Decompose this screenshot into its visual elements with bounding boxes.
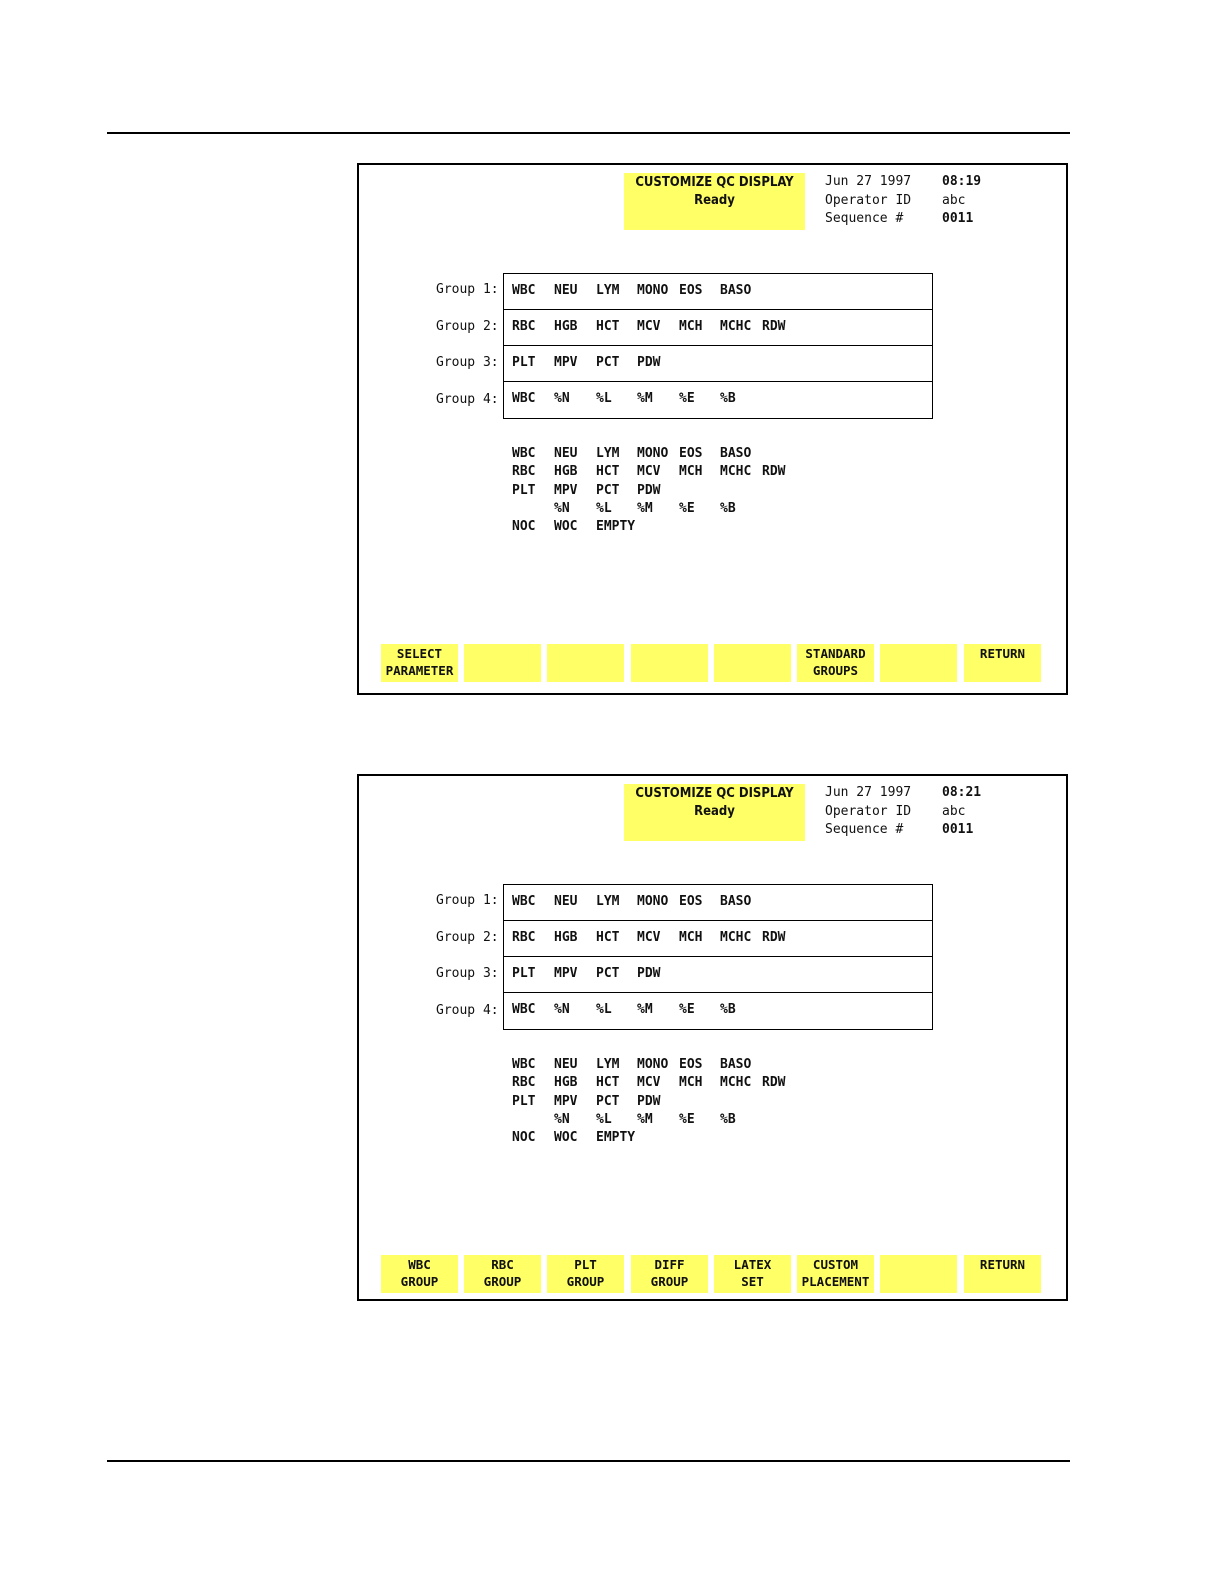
wbc-group-softkey[interactable] bbox=[381, 1255, 458, 1293]
parameter-option[interactable]: %L bbox=[596, 1111, 612, 1127]
parameter-list-row bbox=[512, 1130, 812, 1148]
sequence-value: 0011 bbox=[942, 822, 974, 837]
parameter-option[interactable]: BASO bbox=[720, 1057, 752, 1072]
group-param-cell[interactable]: HGB bbox=[554, 319, 578, 334]
parameter-option[interactable]: MCH bbox=[679, 1075, 703, 1091]
status-text: Ready bbox=[694, 193, 735, 208]
title-panel bbox=[624, 173, 805, 230]
parameter-option[interactable]: %M bbox=[637, 1111, 653, 1127]
parameter-list-row bbox=[512, 483, 812, 501]
parameter-option[interactable]: HCT bbox=[596, 1075, 620, 1091]
softkey-line-2: GROUPS bbox=[812, 663, 859, 678]
parameter-option[interactable]: MPV bbox=[554, 1093, 578, 1109]
softkey-line-1: WBC bbox=[408, 1257, 431, 1272]
parameter-option[interactable]: NOC bbox=[512, 519, 536, 535]
group-param-cell[interactable]: %M bbox=[637, 391, 653, 406]
time-text: 08:21 bbox=[942, 785, 982, 800]
qc-display-screen-1 bbox=[357, 163, 1068, 695]
parameter-option[interactable]: %E bbox=[679, 500, 695, 516]
group-param-cell[interactable]: HGB bbox=[554, 930, 578, 945]
softkey-line-2: PARAMETER bbox=[385, 663, 454, 678]
group-param-cell[interactable]: %B bbox=[720, 1002, 736, 1017]
qc-display-screen-2 bbox=[357, 774, 1068, 1301]
parameter-option[interactable]: PCT bbox=[596, 1093, 620, 1109]
group-row-3[interactable] bbox=[504, 346, 932, 382]
custom-placement-softkey[interactable] bbox=[797, 1255, 874, 1293]
parameter-list-row bbox=[512, 1112, 812, 1130]
group-param-cell[interactable]: RBC bbox=[512, 319, 536, 334]
parameter-option[interactable]: MCV bbox=[637, 1075, 661, 1091]
parameter-list bbox=[512, 446, 812, 541]
softkey-line-1: RBC bbox=[491, 1257, 514, 1272]
parameter-option[interactable]: %B bbox=[720, 500, 736, 516]
softkey-line-1: RETURN bbox=[979, 646, 1026, 661]
parameter-option[interactable]: NEU bbox=[554, 446, 578, 461]
softkey-line-2: SET bbox=[741, 1274, 764, 1289]
group-param-cell[interactable]: EOS bbox=[679, 283, 703, 298]
parameter-list-row bbox=[512, 1057, 812, 1075]
parameter-option[interactable]: LYM bbox=[596, 1057, 620, 1072]
parameter-option[interactable]: EOS bbox=[679, 446, 703, 461]
group-param-cell[interactable]: %E bbox=[679, 391, 695, 406]
blank-4-softkey[interactable] bbox=[631, 644, 708, 682]
group-label-1: Group 1: bbox=[436, 893, 499, 908]
rbc-group-softkey[interactable] bbox=[464, 1255, 541, 1293]
group-param-cell[interactable]: %L bbox=[596, 1002, 612, 1017]
latex-set-softkey[interactable] bbox=[714, 1255, 791, 1293]
group-labels bbox=[436, 281, 499, 427]
group-label-4: Group 4: bbox=[436, 1002, 499, 1018]
parameter-list-row bbox=[512, 1075, 812, 1093]
sequence-value: 0011 bbox=[942, 211, 974, 226]
parameter-option[interactable]: LYM bbox=[596, 446, 620, 461]
parameter-option[interactable]: PLT bbox=[512, 1093, 536, 1109]
operator-value: abc bbox=[942, 803, 966, 819]
sequence-label: Sequence # bbox=[825, 211, 904, 226]
group-label-3: Group 3: bbox=[436, 966, 499, 981]
parameter-option[interactable]: NEU bbox=[554, 1057, 578, 1072]
group-param-cell[interactable]: MCV bbox=[637, 319, 661, 334]
group-param-cell[interactable]: MCHC bbox=[720, 930, 752, 945]
softkey-line-2: PLACEMENT bbox=[801, 1274, 870, 1289]
header-rule bbox=[107, 132, 1070, 134]
group-row-1[interactable] bbox=[504, 274, 932, 310]
softkey-line-1: LATEX bbox=[733, 1257, 772, 1272]
parameter-option[interactable]: EOS bbox=[679, 1057, 703, 1072]
group-param-cell[interactable]: PLT bbox=[512, 966, 536, 981]
parameter-option[interactable]: %N bbox=[554, 500, 570, 516]
group-row-2[interactable] bbox=[504, 310, 932, 346]
softkey-line-2: GROUP bbox=[650, 1274, 689, 1289]
group-label-2: Group 2: bbox=[436, 929, 499, 945]
parameter-option[interactable]: RDW bbox=[762, 464, 786, 480]
group-param-cell[interactable]: MONO bbox=[637, 283, 669, 298]
parameter-option[interactable]: WOC bbox=[554, 1130, 578, 1146]
group-label-1: Group 1: bbox=[436, 282, 499, 297]
group-param-cell[interactable]: HCT bbox=[596, 319, 620, 334]
group-param-cell[interactable]: RDW bbox=[762, 319, 786, 334]
footer-rule bbox=[107, 1460, 1070, 1462]
softkey-line-1: STANDARD bbox=[805, 646, 866, 661]
blank-3-softkey[interactable] bbox=[547, 644, 624, 682]
parameter-option[interactable]: WBC bbox=[512, 1057, 536, 1072]
parameter-option[interactable]: %L bbox=[596, 500, 612, 516]
title-panel bbox=[624, 784, 805, 841]
parameter-option[interactable]: RBC bbox=[512, 1075, 536, 1091]
parameter-option[interactable]: MONO bbox=[637, 1057, 669, 1072]
group-row-2[interactable] bbox=[504, 921, 932, 957]
group-label-3: Group 3: bbox=[436, 355, 499, 370]
softkey-line-1: PLT bbox=[574, 1257, 597, 1272]
group-param-cell[interactable]: NEU bbox=[554, 283, 578, 298]
group-param-cell[interactable]: PLT bbox=[512, 355, 536, 370]
blank-2-softkey[interactable] bbox=[464, 644, 541, 682]
group-param-cell[interactable]: LYM bbox=[596, 283, 620, 298]
parameter-option[interactable]: EMPTY bbox=[596, 1130, 636, 1146]
softkey-line-1: CUSTOM bbox=[812, 1257, 859, 1272]
group-table bbox=[503, 273, 933, 419]
sequence-label: Sequence # bbox=[825, 822, 904, 837]
parameter-option[interactable]: HCT bbox=[596, 464, 620, 480]
blank-5-softkey[interactable] bbox=[714, 644, 791, 682]
group-param-cell[interactable]: HCT bbox=[596, 930, 620, 945]
group-param-cell[interactable]: PCT bbox=[596, 355, 620, 370]
status-text: Ready bbox=[694, 804, 735, 819]
parameter-list-row bbox=[512, 464, 812, 482]
operator-value: abc bbox=[942, 192, 966, 208]
group-param-cell[interactable]: PCT bbox=[596, 966, 620, 981]
group-label-4: Group 4: bbox=[436, 391, 499, 407]
parameter-option[interactable]: PDW bbox=[637, 482, 661, 498]
parameter-option[interactable]: MCH bbox=[679, 464, 703, 480]
group-row-4[interactable] bbox=[504, 993, 932, 1029]
group-param-cell[interactable]: MCH bbox=[679, 319, 703, 334]
parameter-option[interactable]: PDW bbox=[637, 1093, 661, 1109]
parameter-option[interactable]: MCV bbox=[637, 464, 661, 480]
group-param-cell[interactable]: MPV bbox=[554, 966, 578, 981]
group-param-cell[interactable]: %L bbox=[596, 391, 612, 406]
parameter-list-row bbox=[512, 501, 812, 519]
softkey-line-2: GROUP bbox=[566, 1274, 605, 1289]
softkey-bar bbox=[381, 644, 1041, 682]
blank-7-softkey[interactable] bbox=[880, 644, 957, 682]
parameter-option[interactable]: WBC bbox=[512, 446, 536, 461]
parameter-option[interactable]: PLT bbox=[512, 482, 536, 498]
info-panel bbox=[825, 173, 981, 229]
group-param-cell[interactable]: BASO bbox=[720, 894, 752, 909]
group-param-cell[interactable]: %B bbox=[720, 391, 736, 406]
parameter-option[interactable]: MCHC bbox=[720, 1075, 752, 1091]
parameter-list-row bbox=[512, 446, 812, 464]
softkey-line-2: GROUP bbox=[483, 1274, 522, 1289]
group-param-cell[interactable]: LYM bbox=[596, 894, 620, 909]
group-param-cell[interactable]: NEU bbox=[554, 894, 578, 909]
return-softkey[interactable] bbox=[964, 1255, 1041, 1293]
group-param-cell[interactable]: MCH bbox=[679, 930, 703, 945]
parameter-option[interactable]: BASO bbox=[720, 446, 752, 461]
group-param-cell[interactable]: WBC bbox=[512, 283, 536, 298]
parameter-option[interactable]: MPV bbox=[554, 482, 578, 498]
operator-label: Operator ID bbox=[825, 803, 912, 819]
parameter-option[interactable]: RDW bbox=[762, 1075, 786, 1091]
parameter-option[interactable]: %E bbox=[679, 1111, 695, 1127]
group-param-cell[interactable]: PDW bbox=[637, 966, 661, 981]
parameter-option[interactable]: HGB bbox=[554, 464, 578, 480]
return-softkey[interactable] bbox=[964, 644, 1041, 682]
group-row-1[interactable] bbox=[504, 885, 932, 921]
blank-7-softkey[interactable] bbox=[880, 1255, 957, 1293]
standard-groups-softkey[interactable] bbox=[797, 644, 874, 682]
group-param-cell[interactable]: %N bbox=[554, 391, 570, 406]
parameter-option[interactable]: %N bbox=[554, 1111, 570, 1127]
softkey-line-1: RETURN bbox=[979, 1257, 1026, 1272]
group-param-cell[interactable]: WBC bbox=[512, 391, 536, 406]
group-param-cell[interactable]: MCHC bbox=[720, 319, 752, 334]
operator-label: Operator ID bbox=[825, 192, 912, 208]
parameter-list-row bbox=[512, 1094, 812, 1112]
diff-group-softkey[interactable] bbox=[631, 1255, 708, 1293]
group-param-cell[interactable]: %M bbox=[637, 1002, 653, 1017]
group-param-cell[interactable]: EOS bbox=[679, 894, 703, 909]
parameter-list bbox=[512, 1057, 812, 1152]
group-param-cell[interactable]: RDW bbox=[762, 930, 786, 945]
group-param-cell[interactable]: MPV bbox=[554, 355, 578, 370]
group-param-cell[interactable]: %N bbox=[554, 1002, 570, 1017]
group-labels bbox=[436, 892, 499, 1038]
parameter-option[interactable]: %M bbox=[637, 500, 653, 516]
group-param-cell[interactable]: WBC bbox=[512, 894, 536, 909]
group-label-2: Group 2: bbox=[436, 318, 499, 334]
time-text: 08:19 bbox=[942, 174, 982, 189]
parameter-option[interactable]: NOC bbox=[512, 1130, 536, 1146]
parameter-option[interactable]: WOC bbox=[554, 519, 578, 535]
softkey-line-2: GROUP bbox=[400, 1274, 439, 1289]
parameter-option[interactable]: RBC bbox=[512, 464, 536, 480]
group-param-cell[interactable]: %E bbox=[679, 1002, 695, 1017]
date-text: Jun 27 1997 bbox=[825, 174, 912, 189]
parameter-option[interactable]: MONO bbox=[637, 446, 669, 461]
group-row-3[interactable] bbox=[504, 957, 932, 993]
group-param-cell[interactable]: MONO bbox=[637, 894, 669, 909]
softkey-bar bbox=[381, 1255, 1041, 1293]
screen-title: CUSTOMIZE QC DISPLAY bbox=[635, 175, 794, 190]
info-panel bbox=[825, 784, 981, 840]
select-parameter-softkey[interactable] bbox=[381, 644, 458, 682]
parameter-list-row bbox=[512, 519, 812, 537]
date-text: Jun 27 1997 bbox=[825, 785, 912, 800]
group-row-4[interactable] bbox=[504, 382, 932, 418]
parameter-option[interactable]: MCHC bbox=[720, 464, 752, 480]
group-param-cell[interactable]: PDW bbox=[637, 355, 661, 370]
parameter-option[interactable]: %B bbox=[720, 1111, 736, 1127]
parameter-option[interactable]: HGB bbox=[554, 1075, 578, 1091]
parameter-option[interactable]: PCT bbox=[596, 482, 620, 498]
plt-group-softkey[interactable] bbox=[547, 1255, 624, 1293]
softkey-line-1: DIFF bbox=[654, 1257, 685, 1272]
group-param-cell[interactable]: RBC bbox=[512, 930, 536, 945]
parameter-option[interactable]: EMPTY bbox=[596, 519, 636, 535]
group-param-cell[interactable]: MCV bbox=[637, 930, 661, 945]
group-param-cell[interactable]: BASO bbox=[720, 283, 752, 298]
group-param-cell[interactable]: WBC bbox=[512, 1002, 536, 1017]
softkey-line-1: SELECT bbox=[396, 646, 443, 661]
screen-title: CUSTOMIZE QC DISPLAY bbox=[635, 786, 794, 801]
group-table bbox=[503, 884, 933, 1030]
